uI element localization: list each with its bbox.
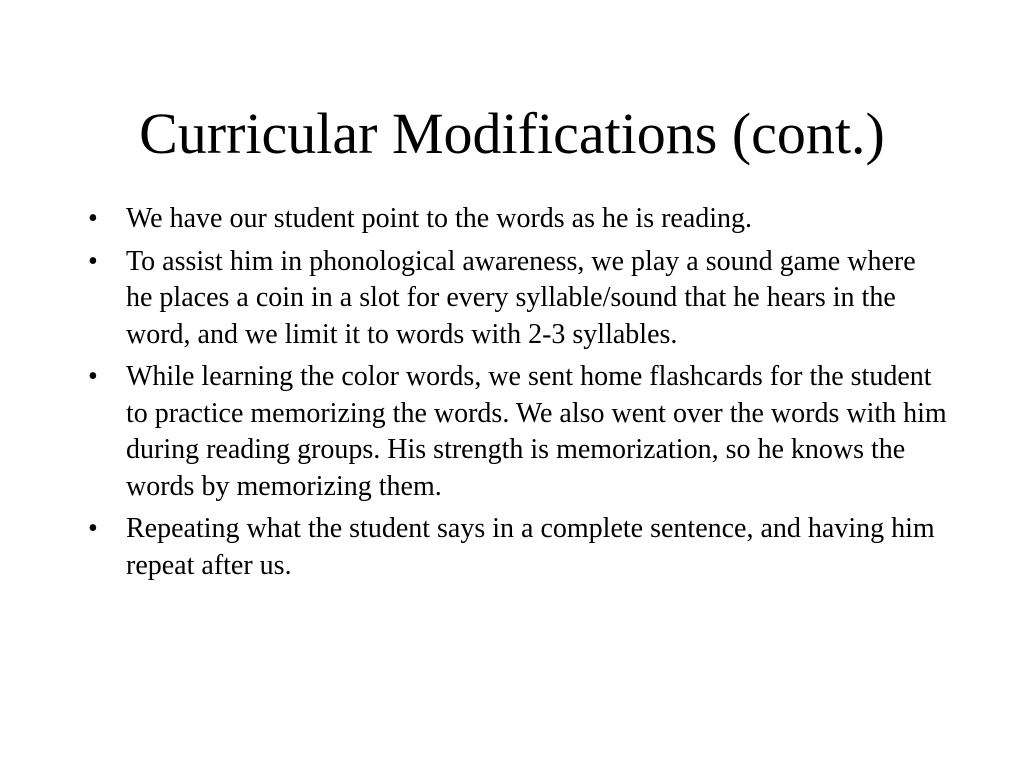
bullet-item [88, 201, 948, 238]
slide-title: Curricular Modifications (cont.) [139, 101, 885, 166]
bullet-dot: • [88, 245, 98, 277]
bullet-dot: • [88, 513, 98, 544]
bullet-dot: • [88, 203, 98, 234]
bullet-text: Repeating what the student says in a complete sentence, and having him repeat after us. [126, 513, 935, 581]
bullet-text: We have our student point to the words as he is reading. [126, 203, 753, 234]
bullet-dot: • [88, 361, 98, 392]
bullet-item [88, 511, 948, 584]
bullet-item [88, 244, 948, 354]
bullet-item [88, 359, 948, 505]
bullet-text: While learning the color words, we sent home flashcards for the student to practice memorizing the words. We also went over the words with him during reading groups. His strength is memorization, so he knows the words by memorizing them. [126, 361, 947, 502]
bullet-list [88, 201, 948, 590]
bullet-text: To assist him in phonological awareness, we play a sound game where he places a coin in a slot for every syllable/sound that he hears in the word, and we limit it to words with 2-3 syllables. [126, 245, 916, 350]
